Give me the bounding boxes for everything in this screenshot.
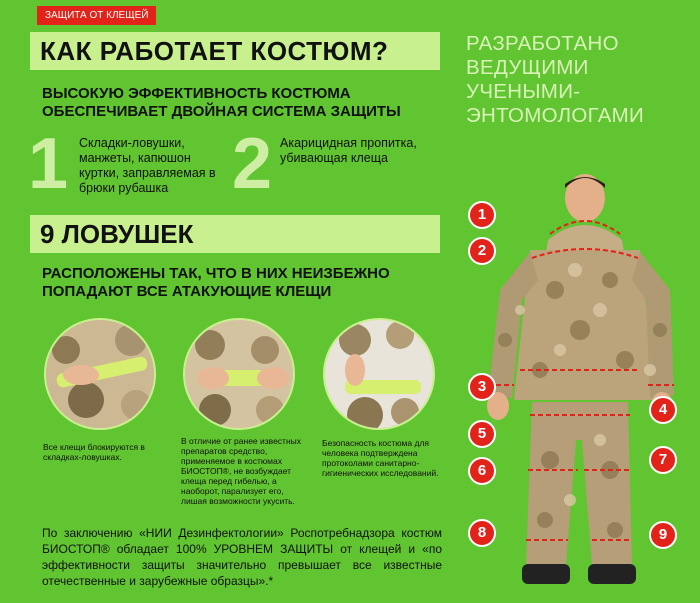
feature-text-1: Складки-ловушки, манжеты, капюшон куртки, заправляемая в брюки рубашка	[79, 136, 216, 195]
trap-marker-5: 5	[468, 420, 496, 448]
page-title: КАК РАБОТАЕТ КОСТЮМ?	[40, 36, 389, 66]
trap-photo-3	[323, 318, 435, 430]
trap-marker-1: 1	[468, 201, 496, 229]
subheading-traps: РАСПОЛОЖЕНЫ ТАК, ЧТО В НИХ НЕИЗБЕЖНО ПОПАДАЮТ ВСЕ АТАКУЮЩИЕ КЛЕЩИ	[42, 265, 390, 300]
trap-marker-9: 9	[649, 521, 677, 549]
feature-number-1: 1	[28, 124, 69, 204]
trap-marker-2: 2	[468, 237, 496, 265]
conclusion-text: По заключению «НИИ Дезинфектологии» Роспотребнадзора костюм БИОСТОП® обладает 100% УРОВНЕМ ЗАЩИТЫ от клещей и «по эффективности защиты значительно превышает все известные отечественные и зарубежные образцы».*	[42, 526, 442, 588]
trap-marker-6: 6	[468, 457, 496, 485]
section-tag: ЗАЩИТА ОТ КЛЕЩЕЙ	[37, 6, 156, 25]
caption-1: Все клещи блокируются в складках-ловушках.	[43, 442, 145, 462]
trap-photo-2	[183, 318, 295, 430]
subheading-protection: ВЫСОКУЮ ЭФФЕКТИВНОСТЬ КОСТЮМА ОБЕСПЕЧИВАЕТ ДВОЙНАЯ СИСТЕМА ЗАЩИТЫ	[42, 85, 401, 120]
caption-2: В отличие от ранее известных препаратов средство, применяемое в костюмах БИОСТОП®, не возбуждает клеща перед гибелью, а наоборот, парализует его, лишая возможности укусить.	[181, 436, 302, 506]
developed-by-text: РАЗРАБОТАНО ВЕДУЩИМИ УЧЕНЫМИ-ЭНТОМОЛОГАМИ	[466, 32, 645, 127]
traps-title: 9 ЛОВУШЕК	[40, 219, 194, 249]
feature-text-2: Акарицидная пропитка, убивающая клеща	[280, 136, 417, 165]
caption-3: Безопасность костюма для человека подтверждена протоколами санитарно-гигиенических исследований.	[322, 438, 439, 478]
trap-marker-3: 3	[468, 373, 496, 401]
trap-marker-8: 8	[468, 519, 496, 547]
trap-marker-4: 4	[649, 396, 677, 424]
trap-photo-1	[44, 318, 156, 430]
feature-number-2: 2	[232, 124, 273, 204]
trap-marker-7: 7	[649, 446, 677, 474]
